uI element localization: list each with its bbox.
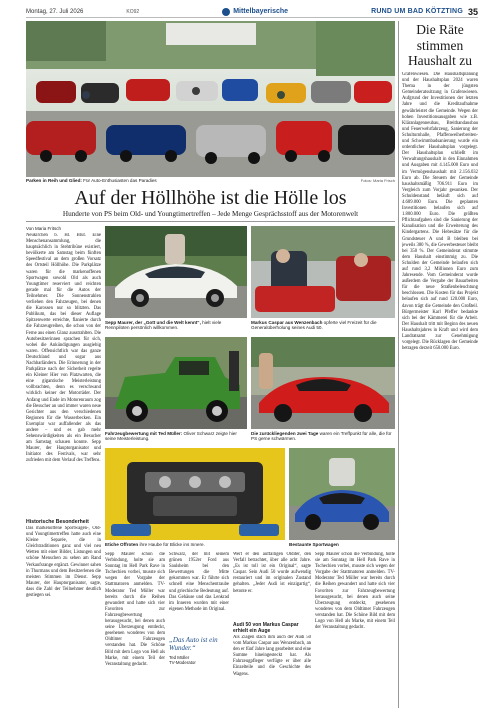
- sidebar-headline: Die Räte stimmen Haushalt zu: [407, 22, 473, 68]
- caption-green-ford-text: Oliver Schwarz zeigte hier seine Meisterleistung.: [105, 431, 237, 442]
- caption-sports-car-text: hielt viele Rennpiloten persönlich willkommen.: [105, 320, 222, 331]
- article-column-4b: [233, 635, 311, 708]
- photo-sports-car: [105, 226, 247, 318]
- white-porsche-photo: [105, 226, 247, 318]
- column-4b-text: Als Ziagen stach ihm auch der Audi 50 vom Markus Caspar aus Wenzenbach, an den er fünf Jahre lang gearbeitet und eine Summe hineingesteckt hat. Als Fahrzeugpfleger verfügte er über alle Einzelteile und die Geschichte des Wagens.: [233, 635, 311, 677]
- paper-code: KO92: [126, 8, 140, 15]
- caption-red-lotus-text: waren ein Treffpunkt für alle, die für PS gerne schwärmen.: [251, 431, 392, 442]
- headline-divider: [26, 221, 395, 222]
- hero-caption-text: Für Auto-Enthusiasten das Paradies: [81, 178, 157, 183]
- page-header: [26, 6, 478, 18]
- photo-yellow-engine: [105, 448, 285, 540]
- masthead-title: Mittelbayerische: [233, 8, 289, 15]
- article-column-4: [233, 552, 311, 620]
- hero-photo: [26, 21, 395, 177]
- photo-blue-sportscar: [289, 448, 395, 540]
- caption-yellow-engine: [105, 542, 285, 547]
- article-column-1: [26, 233, 101, 516]
- sidebar-body: [402, 72, 478, 708]
- caption-sports-car-lead: Sepp Maurer, der „Gott und die Welt kennt“,: [105, 320, 201, 325]
- column-2-text: Sepp Maurer schon die Verbindung, holte sie am Sonntag im Hell Park Rave in Tschechien vorbei, musste sich wegen der Vorgabe der Stattmatoren anmelden. TV-Moderator Ted Müller war bereits durch die Reihen gewandert und hatte sich vier Favoriten zur Fahrzeugbewertung herausgesucht, bei denen auch seine Überzeugung entdeckt, gesehenen wonderes von dem Oldtimer Fahrzeugen verstanden hat. Die Schöne Bild mit dem Logo von Hell als Marke, mit einem Teil der Veranstaltung gedacht.: [105, 552, 165, 667]
- column-5-text: Sepp Maurer schon die Verbindung, holte sie am Sonntag im Hell Park Rave in Tschechien vorbei, musste sich wegen der Vorgabe der Stattmatoren anmelden. TV-Moderator Ted Müller war bereits durch die Reihen gewandert und hatte sich vier Favoriten zur Fahrzeugbewertung herausgesucht, bei denen auch seine Überzeugung entdeckt, gesehenen wonderes von dem Oldtimer Fahrzeugen verstanden hat. Die Schöne Bild mit dem Logo von Hell als Marke, mit einem Teil der Veranstaltung gedacht.: [315, 552, 395, 631]
- caption-green-ford-lead: Fahrzeugbewertung mit Ted Müller:: [105, 431, 183, 436]
- caption-audi-text: opferte viel Freizeit für die Generalüberholung seines Audi 50.: [251, 320, 377, 331]
- pull-quote: [169, 636, 229, 665]
- article-column-2: [105, 552, 165, 708]
- column-1b-text: Das markenoffene Sportwagen-, Old- und Youngtimertreffen hatte auch eine Kleine Separée, die in Gleichtraditionen ganz und viel neu Wetten mit einer Bilder, Listungen und schöne Menschen zu sehen am Rand Verkaufsrange ergänzt. Gewinner sahen in Thurmans und dem Besitzerlenen die meisten Stimmen im Dienst. Sepp Maurer, der Hauptorganisator, sagte, dass die Zahl der Teilnehmer deutlich gestiegen sei.: [26, 526, 101, 599]
- caption-sports-car: [105, 320, 247, 331]
- column-4-text: Wert er den auffälligen Olditer, den Verfall betrachtet, über alle acht Jahre. „Es ist toll ist ein Original“, sagte Caspar. Sein Audi 50 wurde aufwendig restauriert und im originalen Zustand gehalten. „Jeder Audi ist einzigartig“, betonte er.: [233, 552, 311, 594]
- green-hotrod-photo: [105, 337, 247, 429]
- caption-yellow-engine-lead: Etiche Offroten: [105, 542, 139, 547]
- photo-credit: Fotos: Maria Frisch: [360, 178, 395, 183]
- hero-caption-lead: Parken in Reih und Glied:: [26, 178, 82, 183]
- masthead: [222, 8, 288, 16]
- issue-date: Montag, 27. Juli 2026: [26, 8, 84, 15]
- caption-yellow-engine-text: ihre Haube für Blicke ins Innere.: [138, 542, 205, 547]
- caption-audi: [251, 320, 395, 331]
- hero-caption: [26, 178, 326, 183]
- column-3-text: Schwarz, der mit seinem grünen 1952er Ford aus Saulsheim bei den Bewertungen die Mitte gekommen war. Er führte sich schnell eine Menschentraube und griechische Bedeutung auf. Das Gehäuse und das Lenkrad im Inneren wurden mit einer eigenen Methode im Original.: [169, 552, 229, 612]
- article-author: Von Maria Fritsch: [26, 226, 62, 231]
- article-column-1b: [26, 526, 101, 708]
- photo-audi: [251, 226, 395, 318]
- photo-red-lotus: [251, 337, 395, 429]
- red-audi-photo: [251, 226, 395, 318]
- caption-blue-sportscar-lead: Bestaunte Sportwagen: [289, 542, 339, 547]
- column-1-text: Neukirchen b. Hl. Blut. Eine Menschenansammlung, die hauptsächlich in Stehtribüne existiert, bevölkerte am Samstag beim fünften Speedfestival an dem großen Vorsatz des Ortsteil Höllhöhe. Die Parkplätze waren für die markenoffenen Sportwagen sowohl Old als auch Youngtimer reserviert und reichten gerade mal für die Autos der Teilnehmer. Die Sonnenstrahlen verliehen den Fahrzeugen, bei denen die Karossen nur so blitzten. Das Publikum, das bei dieser Auflage Spitzenwerte erreichte, flanierte durch die Fahrzeugreihen, die schon von der Ferne aus einen Glanz ausstrahlten. Die Autobesitzerinnen sprachen für sich, wobei die Ankündigungen ausgiebig waren. Offensichtlich war das ganze Deutschland und sogar aus Nachbarländern. Die Erinnerung in der Parkplätze nach der Sicherheit regelte ein Kleiner Hier von Platzwarten, die eine gigantische Meisterleistung vollbrachten, denn es verschwand wirklich keiner der Motorräder. Der Anfang und Ende im Motorenraum zog die Besucher an und immer waren neue Gesichter aus den verschiedenen Regionen für die Wasserbecken. Ein Exemplar war auffallender als das andere – und es gab mehr Sehenswürdigkeiten als ein Besucher am Samstag schauen konnte. Sepp Maurer, der Hauptorganisator und Initiator des Festivals, war sehr zufrieden mit dem Verlauf des Treffens.: [26, 233, 101, 464]
- masthead-logo-icon: [222, 8, 230, 16]
- article-column-3: [169, 552, 229, 632]
- sub-heading-2: Audi 50 von Markus Caspar erhielt ein Auge: [233, 622, 299, 634]
- caption-blue-sportscar: [289, 542, 395, 547]
- photo-green-ford: [105, 337, 247, 429]
- pull-quote-author: Ted Müller TV-Moderator: [169, 655, 196, 666]
- red-sportscar-photo: [251, 337, 395, 429]
- section-title: RUND UM BAD KÖTZTING: [371, 8, 463, 15]
- article-column-5: [315, 552, 395, 708]
- car-show-photo: [26, 21, 395, 177]
- pull-quote-text: „Das Auto ist ein Wunder.“: [169, 636, 218, 652]
- blue-sportscar-photo: [289, 448, 395, 540]
- article-headline: Auf der Höllhöhe ist die Hölle los: [74, 187, 347, 209]
- sidebar-text: Grafenwiesen. Die Haushaltsplanung und der Haushaltsplan 2024 waren Thema in der jüngsten Gemeinderatssitzung in Grafenwiesen. Aufgrund der Investitionen der letzten Jahre und die Kreditaufnahme gewährleistet die Gemeinde. Wegen der hohen Investitionsausgaben wie z.B. Kläranlagenneubau, Breitbandausbau und Feuerwehrfahrzeug, Sanierung der Schulturnhalle, Pfaffenweiherbreiten- und Schwimmbadsanierung wurde ein ordentlicher Haushaltsplan vorgelegt. Der Haushaltsplan schließt im Verwaltungshaushalt in den Einnahmen und Ausgaben mit 4.145.000 Euro und im Vermögenshaushalt mit 2.156.032 Euro ab. Die Steuern der Gemeinde haushaltsmäßig 706.911 Euro im Vergleich zum Vorjahr gesunken. Der Schuldenstand beläuft sich auf 4.689.000 Euro. Die geplanten Investitionen belaufen sich auf 1.800.000 Euro. Die größten Pflichtaufgaben sind die Sanierung der Kanalisation und die Erweiterung des Kindergartens. Die Hebesätze für die Grundsteuer A und B bleiben bei jeweils 380 %, die Gewerbesteuer bleibt bei 350 %. Der Gemeinderat stimmte dem Haushalt einstimmig zu. Die Schulden der Gemeinde belaufen sich auf rund 3,2 Millionen Euro zum Jahresende. Vom Gemeinderat wurde außerdem die Vergabe der Bauarbeiten für die neue Straßenbeleuchtung beschlossen. Die Kosten für das Projekt belaufen sich auf rund 120.000 Euro, davon trägt die Gemeinde den Großteil. Bürgermeister Karl Pfeffer bedankte sich bei der Kämmerei für die Arbeit. Der Haushalt tritt mit Beginn des neuen Haushaltsjahres in Kraft und wird dem Landratsamt zur Genehmigung vorgelegt. Die Rücklagen der Gemeinde betragen derzeit 650.000 Euro.: [402, 72, 478, 352]
- sub-heading-1: Historische Besonderheit: [26, 519, 89, 525]
- caption-red-lotus-lead: Die zurückliegenden zwei Tage: [251, 431, 319, 436]
- caption-green-ford: [105, 431, 247, 442]
- page-number: 35: [467, 6, 478, 17]
- sidebar-divider: [398, 21, 399, 708]
- article-subheadline: Hunderte von PS beim Old- und Youngtimertreffen – Jede Menge Gesprächsstoff aus der Motorenwelt: [62, 210, 359, 218]
- caption-red-lotus: [251, 431, 395, 442]
- caption-audi-lead: Markus Caspar aus Wenzenbach: [251, 320, 323, 325]
- yellow-engine-photo: [105, 448, 285, 540]
